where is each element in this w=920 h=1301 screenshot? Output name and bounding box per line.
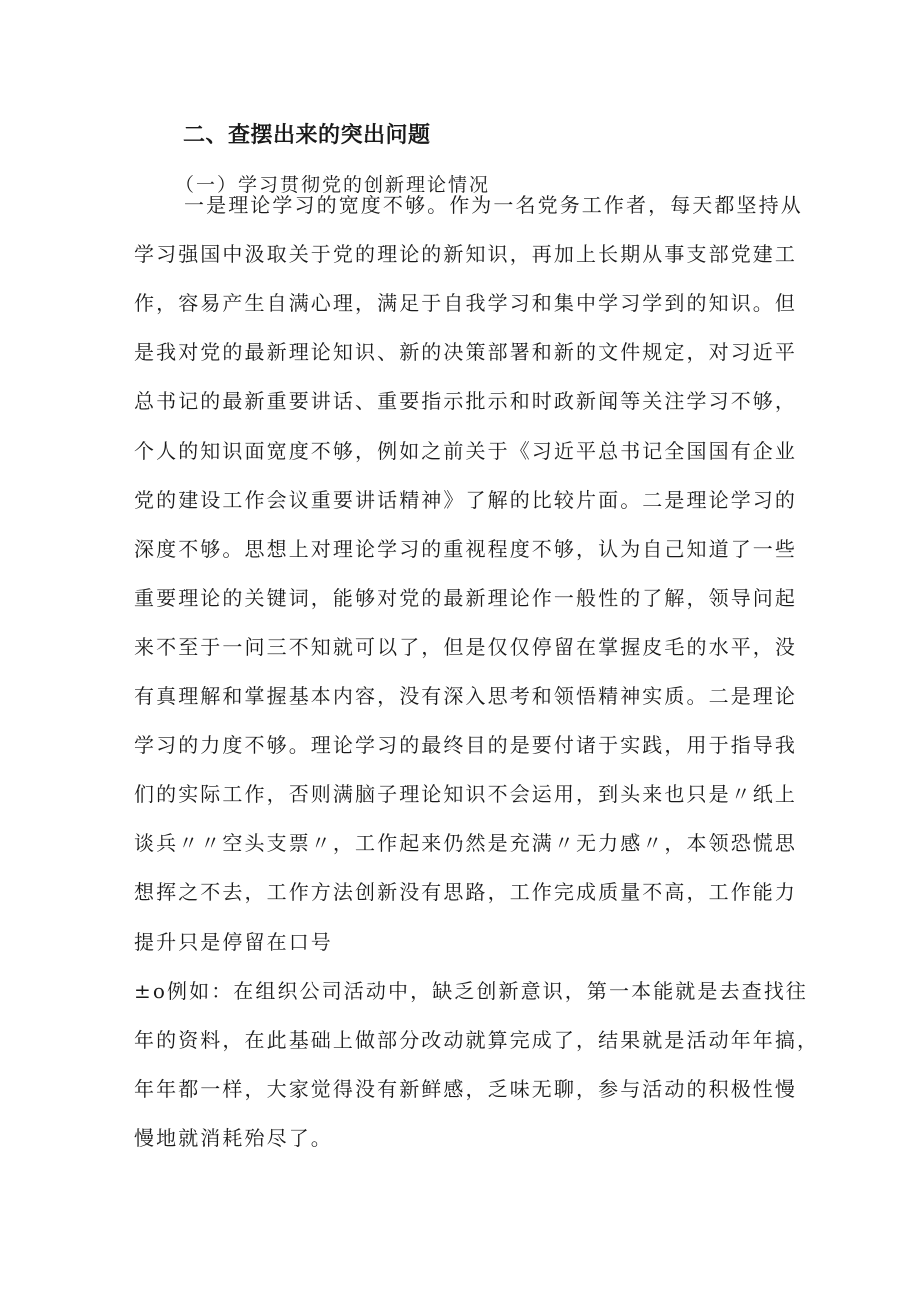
- paragraph-line: 慢地就消耗殆尽了。: [134, 1126, 333, 1150]
- paragraph-line: 来不至于一问三不知就可以了，但是仅仅停留在掌握皮毛的水平，没: [134, 635, 797, 659]
- paragraph-line: 们的实际工作，否则满脑子理论知识不会运用，到头来也只是〃纸上: [134, 782, 797, 806]
- paragraph-line: 党的建设工作会议重要讲话精神》了解的比较片面。二是理论学习的: [134, 488, 797, 512]
- paragraph-line: 想挥之不去，工作方法创新没有思路，工作完成质量不高，工作能力: [134, 880, 797, 904]
- paragraph-line: 有真理解和掌握基本内容，没有深入思考和领悟精神实质。二是理论: [134, 684, 797, 708]
- paragraph-line: 是我对党的最新理论知识、新的决策部署和新的文件规定，对习近平: [134, 340, 797, 364]
- section-heading: 二、查摆出来的突出问题: [183, 123, 431, 148]
- paragraph-line: 个人的知识面宽度不够，例如之前关于《习近平总书记全国国有企业: [134, 439, 797, 463]
- paragraph-line: ±o例如：在组织公司活动中，缺乏创新意识，第一本能就是去查找往: [134, 979, 808, 1003]
- paragraph-line: 年年都一样，大家觉得没有新鲜感，乏味无聊，参与活动的积极性慢: [134, 1077, 797, 1101]
- paragraph-line: 作，容易产生自满心理，满足于自我学习和集中学习学到的知识。但: [134, 291, 797, 315]
- paragraph-line: 提升只是停留在口号: [134, 930, 333, 954]
- paragraph-line: 一是理论学习的宽度不够。作为一名党务工作者，每天都坚持从: [184, 193, 803, 217]
- sub-heading: （一）学习贯彻党的创新理论情况: [175, 174, 491, 196]
- paragraph-line: 学习的力度不够。理论学习的最终目的是要付诸于实践，用于指导我: [134, 733, 797, 757]
- paragraph-line: 年的资料，在此基础上做部分改动就算完成了，结果就是活动年年搞，: [134, 1028, 820, 1052]
- paragraph-line: 学习强国中汲取关于党的理论的新知识，再加上长期从事支部党建工: [134, 242, 797, 266]
- paragraph-line: 谈兵〃〃空头支票〃，工作起来仍然是充满〃无力感〃，本领恐慌思: [134, 831, 797, 855]
- paragraph-line: 深度不够。思想上对理论学习的重视程度不够，认为自己知道了一些: [134, 537, 797, 561]
- paragraph-line: 总书记的最新重要讲话、重要指示批示和时政新闻等关注学习不够，: [134, 389, 797, 413]
- paragraph-line: 重要理论的关键词，能够对党的最新理论作一般性的了解，领导问起: [134, 586, 797, 610]
